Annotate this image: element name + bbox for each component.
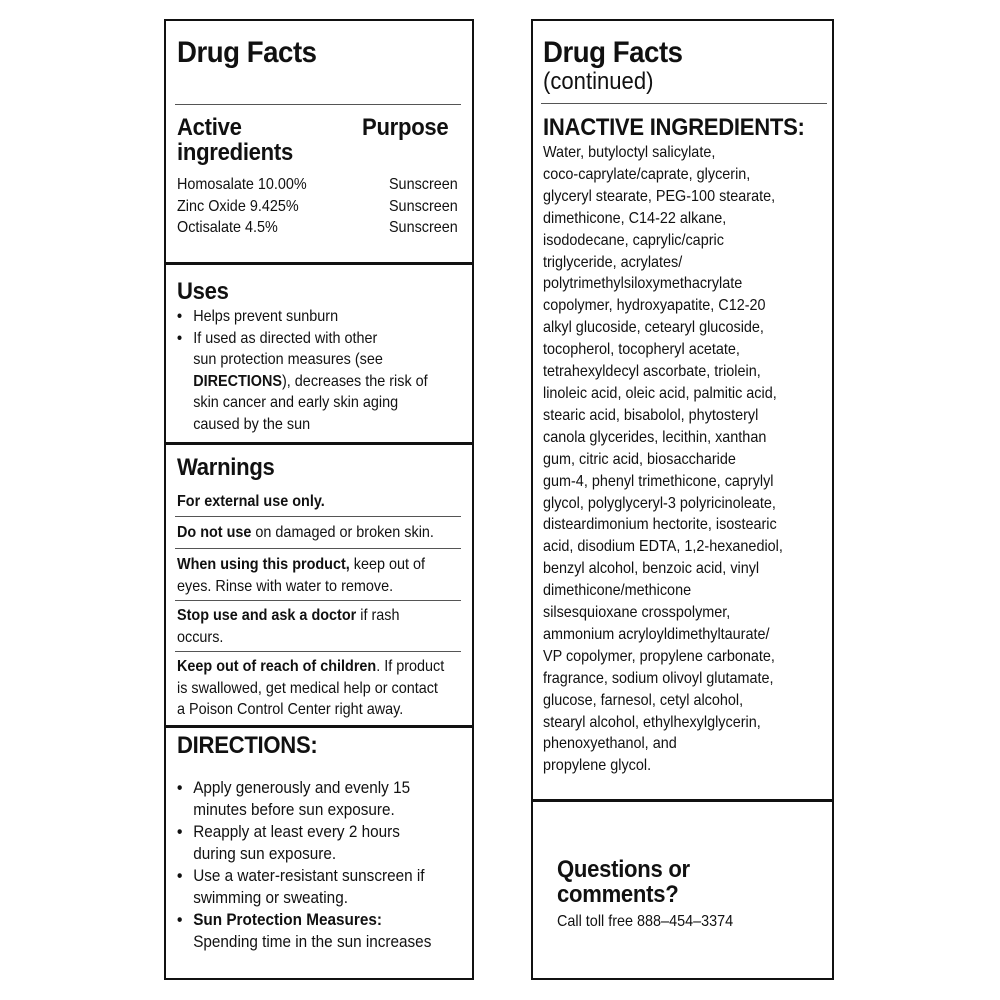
inactive-ingredients-line: alkyl glucoside, cetearyl glucoside,	[543, 319, 764, 337]
inactive-ingredients-line: Water, butyloctyl salicylate,	[543, 144, 716, 161]
list-item: • If used as directed with other sun protection measures (see DIRECTIONS), decreases the risk of skin cancer and early skin aging caused by the sun	[177, 328, 428, 436]
uses-heading: Uses	[177, 278, 229, 305]
panel-title: Drug Facts	[177, 36, 317, 69]
section-divider	[164, 262, 474, 265]
section-divider	[164, 725, 474, 728]
warning-external-use: For external use only.	[177, 493, 325, 510]
inactive-ingredients-line: acid, disodium EDTA, 1,2-hexanediol,	[543, 538, 783, 556]
directions-heading: DIRECTIONS:	[177, 732, 318, 759]
active-ingredient-row	[177, 174, 458, 196]
ingredient-name: Zinc Oxide 9.425%	[177, 197, 299, 215]
uses-list	[177, 306, 428, 435]
active-ingredient-row	[177, 196, 458, 218]
ingredient-purpose: Sunscreen	[388, 219, 458, 236]
inactive-ingredients-line: silsesquioxane crosspolymer,	[543, 604, 731, 622]
questions-heading: Questions or comments?	[557, 856, 690, 909]
panel-subtitle: (continued)	[543, 68, 654, 95]
inactive-ingredients-line: glucose, farnesol, cetyl alcohol,	[543, 691, 744, 709]
divider	[175, 516, 461, 517]
inactive-ingredients-line: disteardimonium hectorite, isostearic	[543, 516, 777, 534]
inactive-ingredients-line: glycol, polyglyceryl-3 polyricinoleate,	[543, 494, 776, 512]
inactive-ingredients-line: VP copolymer, propylene carbonate,	[543, 647, 775, 665]
panel-title: Drug Facts	[543, 36, 683, 69]
ingredient-name: Homosalate 10.00%	[177, 176, 307, 193]
inactive-ingredients-line: polytrimethylsiloxymethacrylate	[543, 275, 743, 293]
section-divider	[531, 799, 834, 802]
inactive-ingredients-line: tetrahexyldecyl ascorbate, triolein,	[543, 363, 761, 381]
ingredient-purpose: Sunscreen	[388, 176, 458, 193]
inactive-ingredients-line: coco-caprylate/caprate, glycerin,	[543, 165, 751, 183]
inactive-ingredients-heading: INACTIVE INGREDIENTS:	[543, 114, 805, 141]
inactive-ingredients-line: copolymer, hydroxyapatite, C12-20	[543, 297, 766, 315]
warning-stop-use: Stop use and ask a doctor if rash occurs.	[177, 607, 400, 646]
section-divider	[164, 442, 474, 445]
inactive-ingredients-line: ammonium acryloyldimethyltaurate/	[543, 625, 770, 643]
inactive-ingredients-line: phenoxyethanol, and	[543, 735, 677, 753]
inactive-ingredients-line: stearic acid, bisabolol, phytosteryl	[543, 406, 759, 424]
inactive-ingredients-line: gum-4, phenyl trimethicone, caprylyl	[543, 472, 774, 490]
inactive-ingredients-line: dimethicone/methicone	[543, 582, 692, 600]
inactive-ingredients-line: gum, citric acid, biosaccharide	[543, 450, 736, 468]
divider	[541, 103, 827, 104]
inactive-ingredients-line: benzyl alcohol, benzoic acid, vinyl	[543, 560, 760, 578]
inactive-ingredients-line: fragrance, sodium olivoyl glutamate,	[543, 669, 774, 687]
list-item: • Use a water-resistant sunscreen if swimming or sweating.	[177, 865, 431, 909]
list-item: • Reapply at least every 2 hours during sun exposure.	[177, 821, 431, 865]
divider	[175, 548, 461, 549]
inactive-ingredients-line: triglyceride, acrylates/	[543, 253, 683, 271]
divider	[175, 651, 461, 652]
inactive-ingredients-line: dimethicone, C14-22 alkane,	[543, 209, 727, 227]
inactive-ingredients-line: tocopherol, tocopheryl acetate,	[543, 341, 740, 359]
list-item: • Helps prevent sunburn	[177, 306, 428, 328]
warning-keep-out-of-reach: Keep out of reach of children. If product is swallowed, get medical help or contact a Poison Control Center right away.	[177, 658, 445, 718]
phone-number-text: Call toll free 888–454–3374	[557, 913, 734, 930]
inactive-ingredients-line: isododecane, caprylic/capric	[543, 231, 724, 249]
warnings-heading: Warnings	[177, 454, 275, 481]
inactive-ingredients-text	[543, 142, 783, 777]
warning-do-not-use: Do not use on damaged or broken skin.	[177, 524, 434, 541]
active-ingredients-heading: Active ingredients	[177, 114, 293, 167]
inactive-ingredients-line: linoleic acid, oleic acid, palmitic acid,	[543, 384, 777, 402]
inactive-ingredients-line: stearyl alcohol, ethylhexylglycerin,	[543, 713, 761, 731]
ingredient-name: Octisalate 4.5%	[177, 219, 278, 236]
divider	[175, 104, 461, 105]
warning-when-using: When using this product, keep out of eyes. Rinse with water to remove.	[177, 556, 426, 595]
inactive-ingredients-line: glyceryl stearate, PEG-100 stearate,	[543, 187, 776, 205]
list-item: • Sun Protection Measures: Spending time in the sun increases	[177, 909, 431, 953]
directions-list	[177, 777, 431, 953]
divider	[175, 600, 461, 601]
active-ingredient-row	[177, 217, 458, 239]
ingredient-purpose: Sunscreen	[388, 197, 458, 215]
list-item: • Apply generously and evenly 15 minutes before sun exposure.	[177, 777, 431, 821]
inactive-ingredients-line: propylene glycol.	[543, 757, 652, 775]
purpose-heading: Purpose	[362, 114, 449, 141]
inactive-ingredients-line: canola glycerides, lecithin, xanthan	[543, 428, 767, 446]
active-ingredients-table	[177, 174, 458, 239]
